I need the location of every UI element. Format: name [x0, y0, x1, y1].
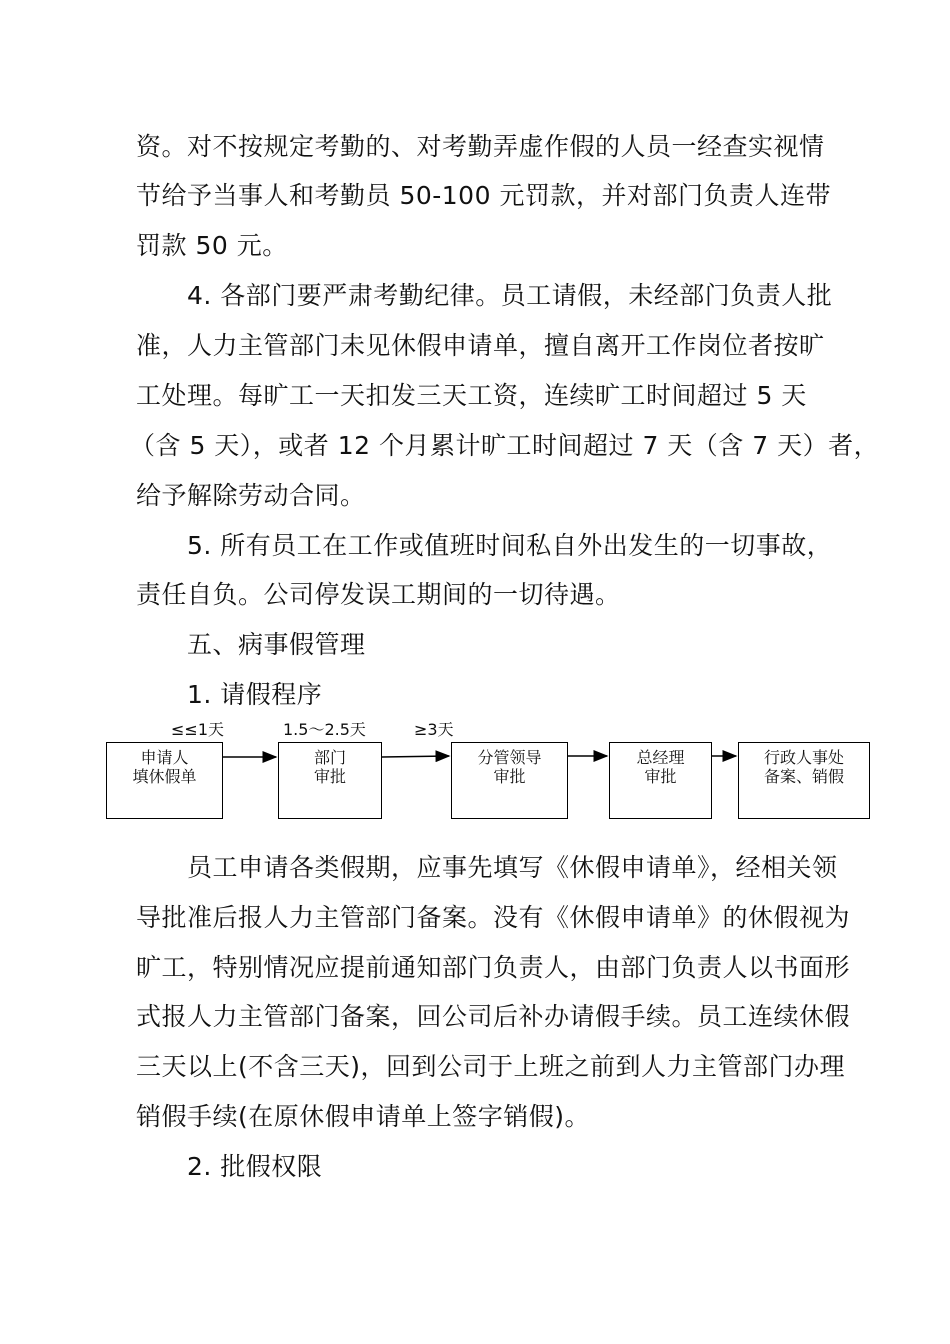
paragraph-line: 式报人力主管部门备案，回公司后补办请假手续。员工连续休假: [136, 1002, 851, 1031]
paragraph-line: 节给予当事人和考勤员 50-100 元罚款，并对部门负责人连带: [136, 181, 831, 210]
subsection-heading: 2. 批假权限: [187, 1152, 323, 1181]
flow-box-text: 审批: [313, 767, 346, 786]
paragraph-line: 准，人力主管部门未见休假申请单，擅自离开工作岗位者按旷: [136, 331, 825, 360]
paragraph-line: 销假手续(在原休假申请单上签字销假)。: [136, 1102, 591, 1131]
paragraph-line: 员工申请各类假期，应事先填写《休假申请单》，经相关领: [187, 853, 838, 882]
flow-label-2: 1.5～2.5天: [283, 720, 366, 739]
paragraph-line: 给予解除劳动合同。: [136, 481, 366, 510]
flow-box-text: 分管领导: [477, 748, 542, 767]
flow-box-text: 备案、销假: [763, 767, 844, 786]
paragraph-line: 资。对不按规定考勤的、对考勤弄虚作假的人员一经查实视情: [136, 132, 825, 161]
flow-arrow-2: [382, 756, 449, 757]
flow-box-text: 申请人: [140, 748, 189, 767]
paragraph-line: （含 5 天），或者 12 个月累计旷工时间超过 7 天（含 7 天）者，: [130, 431, 880, 460]
flow-box-text: 行政人事处: [763, 748, 844, 767]
paragraph-line: 罚款 50 元。: [136, 231, 288, 260]
rule-4-line: 4. 各部门要严肃考勤纪律。员工请假，未经部门负责人批: [187, 281, 833, 310]
flow-box-text: 总经理: [636, 748, 685, 767]
section-heading: 五、病事假管理: [187, 630, 366, 659]
paragraph-line: 旷工，特别情况应提前通知部门负责人，由部门负责人以书面形: [136, 953, 851, 982]
flow-box-text: 填休假单: [132, 767, 197, 786]
flow-box-text: 审批: [493, 767, 526, 786]
paragraph-line: 工处理。每旷工一天扣发三天工资，连续旷工时间超过 5 天: [136, 381, 807, 410]
flow-box-text: 部门: [313, 748, 346, 767]
subsection-heading: 1. 请假程序: [187, 680, 323, 709]
flow-label-1: ≤≤1天: [171, 720, 224, 739]
paragraph-line: 三天以上(不含三天)，回到公司于上班之前到人力主管部门办理: [136, 1052, 846, 1081]
rule-5-line: 5. 所有员工在工作或值班时间私自外出发生的一切事故，: [187, 531, 833, 560]
flow-label-3: ≥3天: [414, 720, 454, 739]
paragraph-line: 导批准后报人力主管部门备案。没有《休假申请单》的休假视为: [136, 903, 851, 932]
paragraph-line: 责任自负。公司停发误工期间的一切待遇。: [136, 580, 621, 609]
flow-box-text: 审批: [644, 767, 677, 786]
